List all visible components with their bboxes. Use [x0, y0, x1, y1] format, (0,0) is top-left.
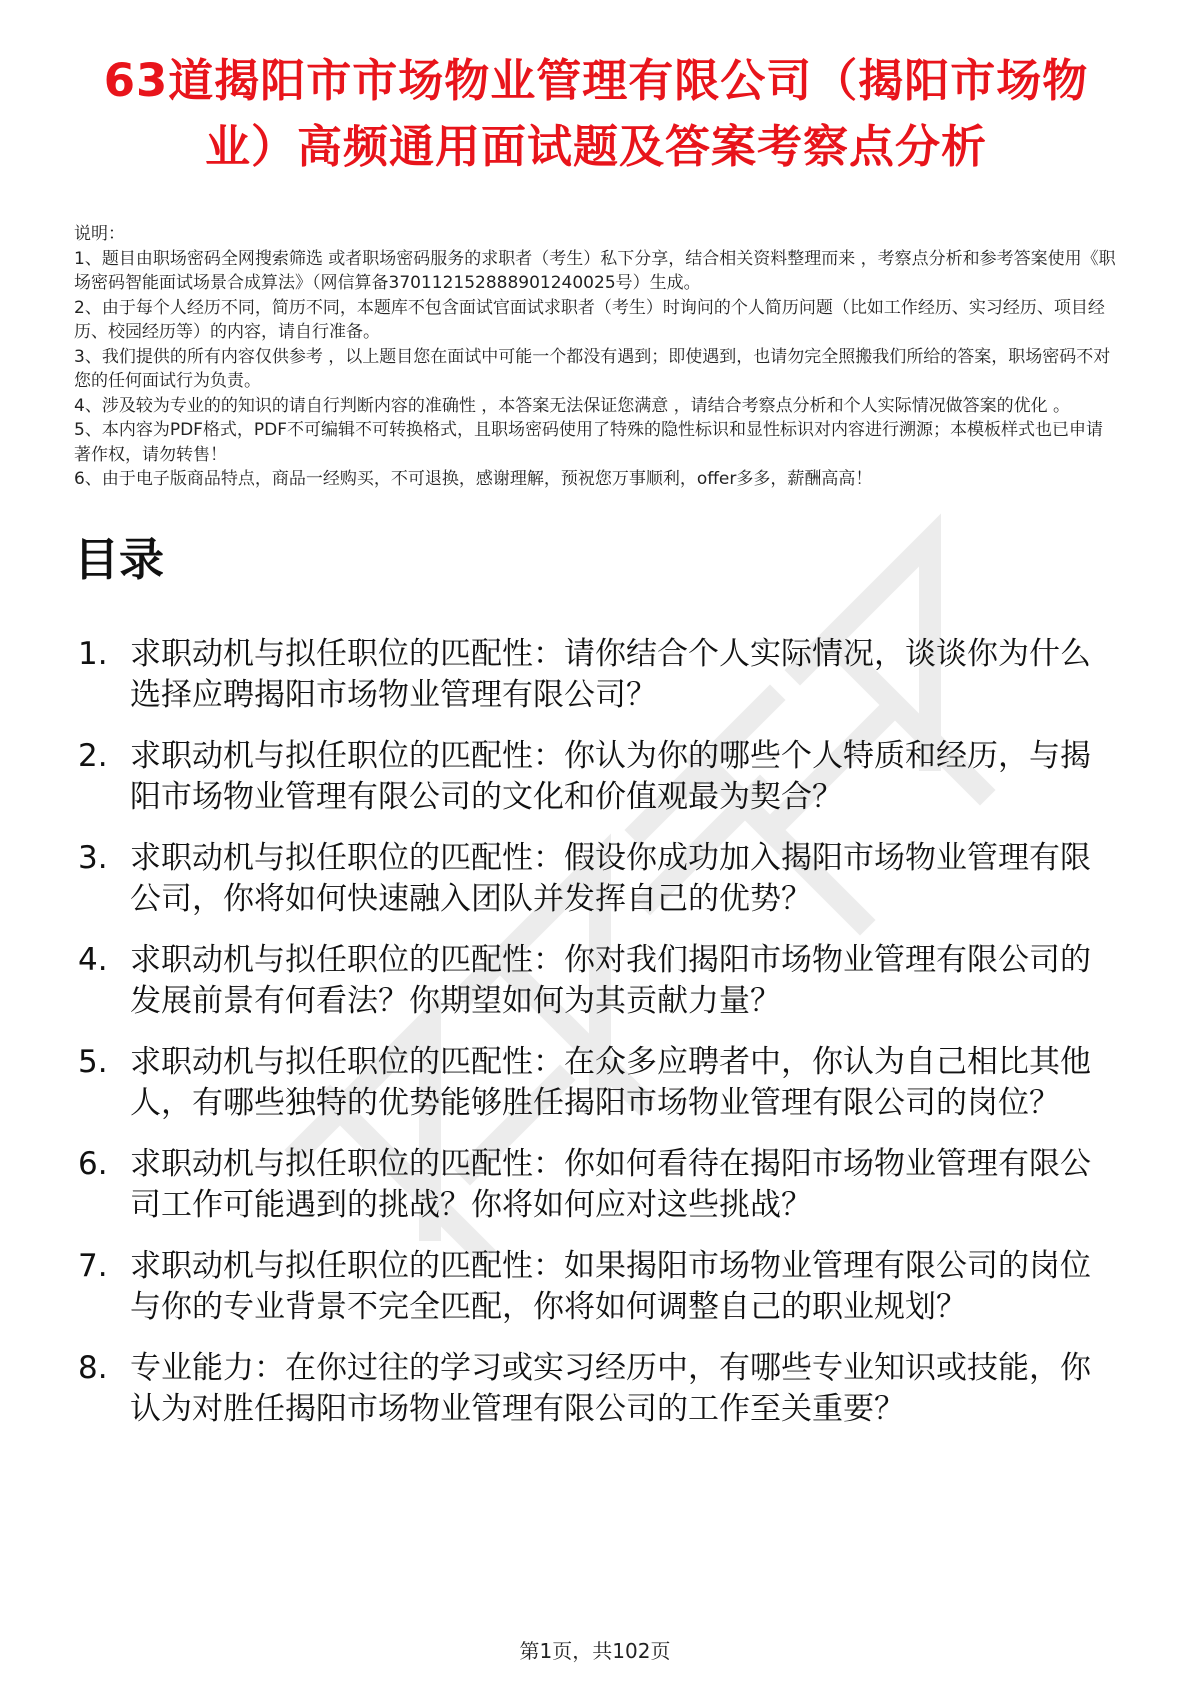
notes-line: 2、由于每个人经历不同，简历不同，本题库不包含面试官面试求职者（考生）时询问的个人简历问题（比如工作经历、实习经历、项目经历、校园经历等）的内容，请自行准备。: [74, 297, 1105, 342]
page-footer: 第1页，共102页: [519, 1639, 671, 1663]
toc-item-text: 求职动机与拟任职位的匹配性：你认为你的哪些个人特质和经历，与揭阳市场物业管理有限公司的文化和价值观最为契合？: [130, 737, 1091, 815]
toc-list: [74, 634, 1118, 1430]
toc-item[interactable]: [74, 940, 1118, 1022]
document-title: 63道揭阳市市场物业管理有限公司（揭阳市场物业）高频通用面试题及答案考察点分析: [103, 54, 1089, 173]
toc-item-number: 3.: [78, 839, 108, 876]
notes-section: [74, 222, 1118, 492]
toc-heading: 目录: [74, 532, 165, 586]
toc-item-text: 求职动机与拟任职位的匹配性：你对我们揭阳市场物业管理有限公司的发展前景有何看法？你期望如何为其贡献力量？: [130, 941, 1091, 1019]
toc-item-number: 4.: [78, 941, 108, 978]
toc-item-number: 6.: [78, 1145, 108, 1182]
toc-item-number: 7.: [78, 1247, 108, 1284]
toc-item[interactable]: [74, 838, 1118, 920]
notes-line: 4、涉及较为专业的的知识的请自行判断内容的准确性 ，本答案无法保证您满意 ，请结合考察点分析和个人实际情况做答案的优化 。: [74, 395, 1071, 416]
toc-item-text: 求职动机与拟任职位的匹配性：请你结合个人实际情况，谈谈你为什么选择应聘揭阳市场物业管理有限公司？: [130, 635, 1091, 713]
notes-line: 3、我们提供的所有内容仅供参考 ，以上题目您在面试中可能一个都没有遇到；即使遇到，也请勿完全照搬我们所给的答案，职场密码不对您的任何面试行为负责。: [74, 346, 1111, 391]
toc-item-text: 专业能力：在你过往的学习或实习经历中，有哪些专业知识或技能，你认为对胜任揭阳市场物业管理有限公司的工作至关重要？: [130, 1349, 1091, 1427]
toc-item-text: 求职动机与拟任职位的匹配性：假设你成功加入揭阳市场物业管理有限公司，你将如何快速融入团队并发挥自己的优势？: [130, 839, 1091, 917]
toc-item[interactable]: [74, 1144, 1118, 1226]
toc-item-text: 求职动机与拟任职位的匹配性：如果揭阳市场物业管理有限公司的岗位与你的专业背景不完全匹配，你将如何调整自己的职业规划？: [130, 1247, 1091, 1325]
notes-line: 1、题目由职场密码全网搜索筛选 或者职场密码服务的求职者（考生）私下分享，结合相关资料整理而来 ，考察点分析和参考答案使用《职场密码智能面试场景合成算法》（网信算备370112152888901240025号）生成。: [74, 248, 1116, 293]
notes-line: 6、由于电子版商品特点，商品一经购买，不可退换，感谢理解，预祝您万事顺利，offer多多，薪酬高高！: [74, 469, 873, 489]
toc-item-text: 求职动机与拟任职位的匹配性：在众多应聘者中，你认为自己相比其他人，有哪些独特的优势能够胜任揭阳市场物业管理有限公司的岗位？: [130, 1043, 1091, 1121]
toc-item-number: 8.: [78, 1349, 108, 1386]
toc-item[interactable]: [74, 1246, 1118, 1328]
toc-item-number: 5.: [78, 1043, 108, 1080]
toc-item-number: 2.: [78, 737, 108, 774]
toc-item[interactable]: [74, 634, 1118, 716]
toc-item[interactable]: [74, 1348, 1118, 1430]
toc-item[interactable]: [74, 736, 1118, 818]
notes-line: 5、本内容为PDF格式，PDF不可编辑不可转换格式，且职场密码使用了特殊的隐性标识和显性标识对内容进行溯源；本模板样式也已申请著作权，请勿转售！: [74, 420, 1104, 465]
notes-line: 说明：: [74, 224, 125, 244]
toc-item-text: 求职动机与拟任职位的匹配性：你如何看待在揭阳市场物业管理有限公司工作可能遇到的挑战？你将如何应对这些挑战？: [130, 1145, 1091, 1223]
toc-item-number: 1.: [78, 635, 108, 672]
toc-item[interactable]: [74, 1042, 1118, 1124]
